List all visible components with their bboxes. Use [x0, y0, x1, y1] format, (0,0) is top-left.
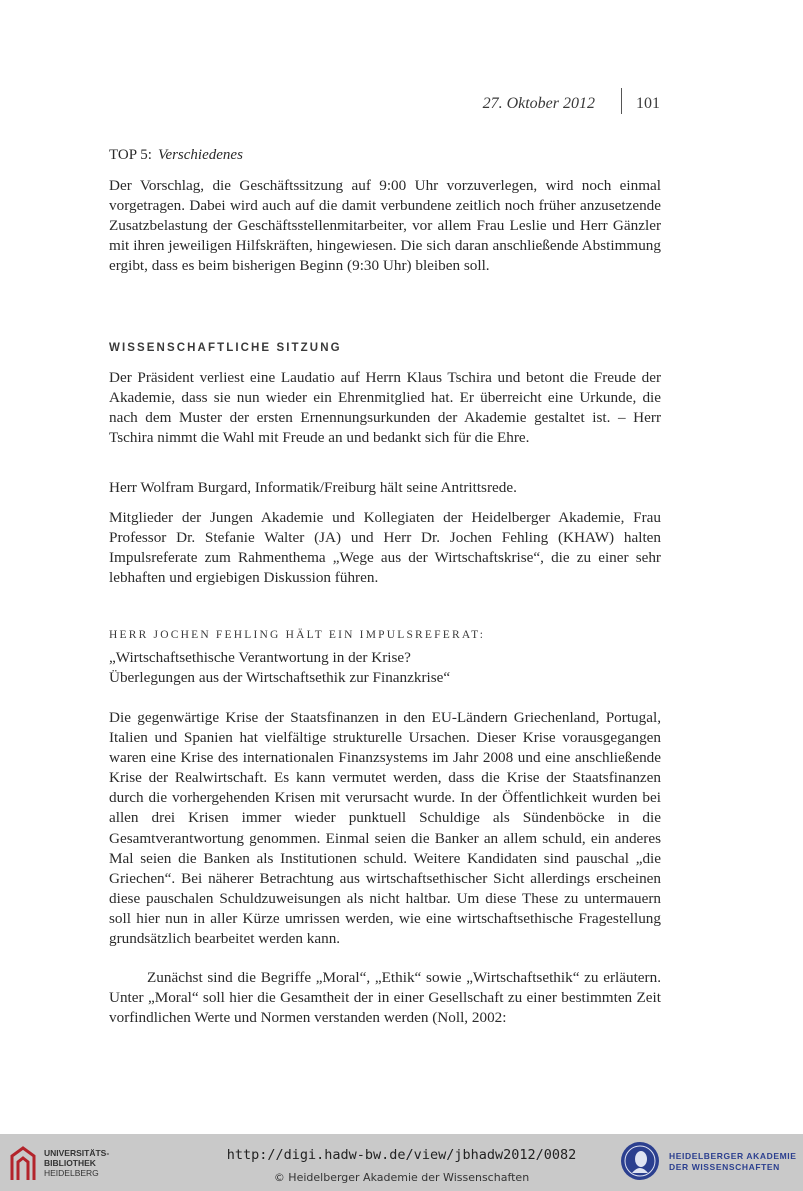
- agenda-item: [109, 147, 243, 164]
- paragraph-laudatio: Der Präsident verliest eine Laudatio auf Herrn Klaus Tschira und betont die Freude der Akademie, dass sie nun wieder ein Ehrenmitglied hat. Er überreicht eine Urkunde, die nach dem Muster der ersten Ernennungsurkunden der Akademie gestaltet ist. – Herr Tschira nimmt die Wahl mit Freude an und bedankt sich für die Ehre.: [109, 369, 661, 447]
- paragraph-crisis: Die gegenwärtige Krise der Staatsfinanzen in den EU-Ländern Griechenland, Portugal, Italien und Spanien hat vielfältige strukturelle Ursachen. Dieser Krise vorausgegangen waren eine Krise des internationalen Finanzsystems im Jahr 2008 und eine anschließende Krise der Realwirtschaft. Es kann vermutet werden, dass die Krise der Staatsfinanzen durch die vorhergehenden Krisen mit verursacht wurde. In der Öffentlichkeit wurden bei allen drei Krisen immer wieder punktuell Schuldige als Sündenböcke in die Gesamtverantwortung genommen. Einmal seien die Banker an allem schuld, ein anderes Mal seien die Banken als Institutionen schuld. Weitere Kandidaten sind pauschal „die Griechen“. Bei näherer Betrachtung aus wirtschaftsethischer Sicht allerdings erscheinen diese pauschalen Schuldzuweisungen als nicht haltbar. Um diese These zu untermauern soll hier nun in aller Kürze umrissen werden, wie eine wirtschaftsethische Fragestellung grundsätzlich bearbeitet werden kann.: [109, 709, 661, 948]
- paragraph-business: Der Vorschlag, die Geschäftssitzung auf 9:00 Uhr vorzuverlegen, wird noch einmal vorgetragen. Dabei wird auch auf die damit verbundene zeitlich noch früher anzusetzende Zusatzbelastung der Geschäftsstellenmitarbeiter, vor allem Frau Leslie und Herr Gänzler mit ihren jeweiligen Hilfskräften, hingewiesen. Die sich daran anschließende Abstimmung ergibt, dass es beim bisherigen Beginn (9:30 Uhr) bleiben soll.: [109, 177, 661, 275]
- section-heading: WISSENSCHAFTLICHE SITZUNG: [109, 342, 342, 354]
- paragraph-impulsreferate: Mitglieder der Jungen Akademie und Kollegiaten der Heidelberger Akademie, Frau Professor Dr. Stefanie Walter (JA) und Herr Dr. Jochen Fehling (KHAW) halten Impulsreferate zum Rahmenthema „Wege aus der Wirtschaftskrise“, die zu einer sehr lebhaften und ergiebigen Diskussion führen.: [109, 509, 661, 587]
- paragraph-terms: Zunächst sind die Begriffe „Moral“, „Ethik“ sowie „Wirtschaftsethik“ zu erläutern. Unter „Moral“ soll hier die Gesamtheit der in einer Gesellschaft zu einer bestimmten Zeit vorfindlichen Werte und Normen verstanden werden (Noll, 2002:: [109, 969, 661, 1027]
- talk-title-line2: Überlegungen aus der Wirtschaftsethik zur Finanzkrise“: [109, 669, 451, 686]
- academy-line-2: DER WISSENSCHAFTEN: [669, 1162, 780, 1172]
- talk-heading: HERR JOCHEN FEHLING HÄLT EIN IMPULSREFERAT:: [109, 629, 486, 641]
- ub-line-1: UNIVERSITÄTS-: [44, 1148, 110, 1158]
- permalink-url[interactable]: http://digi.hadw-bw.de/view/jbhadw2012/0082: [226, 1147, 577, 1163]
- ub-line-2: BIBLIOTHEK: [44, 1158, 96, 1168]
- academy-seal-icon: [620, 1141, 660, 1181]
- header-divider: [621, 88, 622, 114]
- footer-band: [0, 1134, 803, 1191]
- academy-line-1: HEIDELBERGER AKADEMIE: [669, 1151, 797, 1161]
- paragraph-antrittsrede: Herr Wolfram Burgard, Informatik/Freiburg hält seine Antrittsrede.: [109, 479, 517, 496]
- ub-line-3: HEIDELBERG: [44, 1168, 99, 1178]
- header-date: 27. Oktober 2012: [482, 95, 595, 112]
- academy-name: [669, 1151, 797, 1173]
- talk-title-line1: „Wirtschaftsethische Verantwortung in der Krise?: [109, 649, 411, 666]
- agenda-label: TOP 5:: [109, 147, 152, 163]
- page-number: 101: [636, 95, 660, 112]
- copyright-notice: © Heidelberger Akademie der Wissenschaften: [273, 1171, 530, 1184]
- agenda-title: Verschiedenes: [157, 147, 243, 163]
